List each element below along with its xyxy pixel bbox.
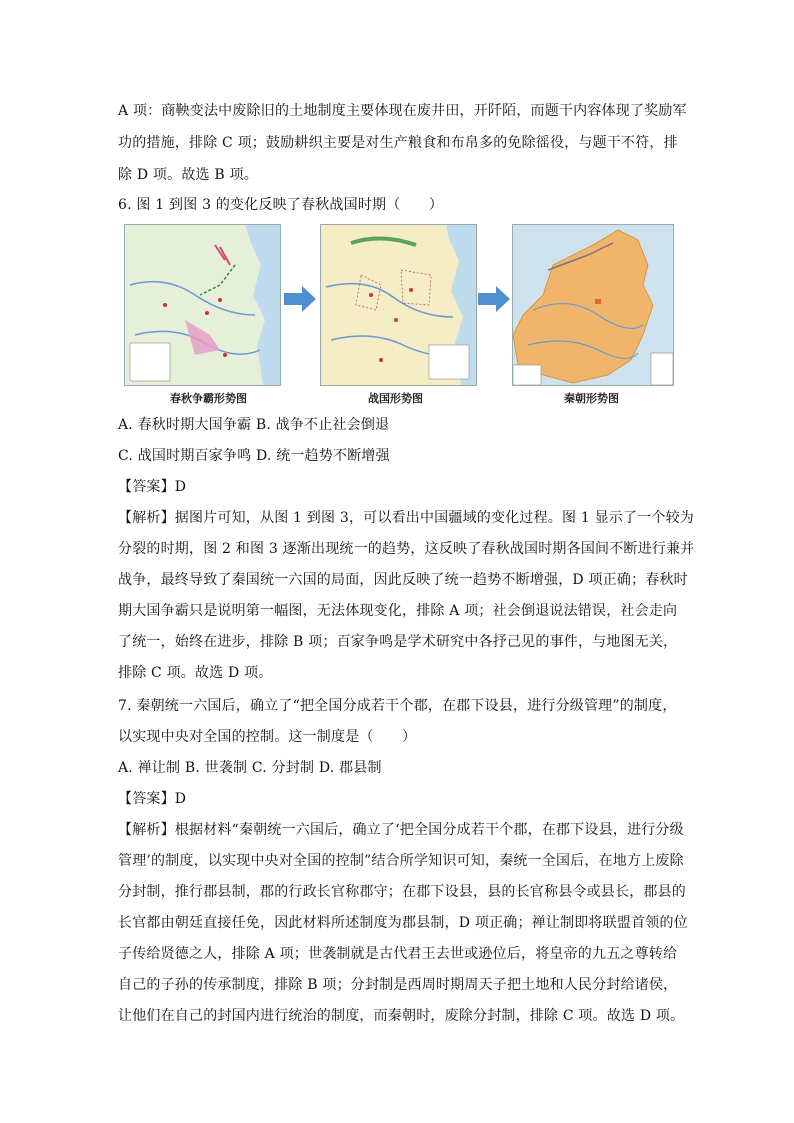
q6-analysis-line-2: 分裂的时期，图 2 和图 3 逐渐出现统一的趋势，这反映了春秋战国时期各国间不断进行兼并 xyxy=(118,541,695,557)
right-arrow-icon xyxy=(478,286,510,312)
q6-analysis-line-1: 【解析】据图片可知，从图 1 到图 3，可以看出中国疆域的变化过程。图 1 显示了一个较为 xyxy=(118,510,694,526)
map-figure-group xyxy=(124,224,674,409)
q7-answer: 【答案】D xyxy=(118,791,187,807)
q7-analysis-line-3: 分封制，推行郡县制，郡的行政长官称郡守；在郡下设县，县的长官称县令或县长，郡县的 xyxy=(118,884,686,900)
q7-analysis-line-1: 【解析】根据材料“秦朝统一六国后，确立了‘把全国分成若干个郡，在郡下设县，进行分级 xyxy=(118,822,684,838)
q6-analysis-line-3: 战争，最终导致了秦国统一六国的局面，因此反映了统一趋势不断增强，D 项正确；春秋时 xyxy=(118,572,688,588)
intro-line-3: 除 D 项。故选 B 项。 xyxy=(118,167,258,183)
q6-options-2: C. 战国时期百家争鸣 D. 统一趋势不断增强 xyxy=(118,448,390,464)
spring-autumn-map xyxy=(124,224,281,386)
map-caption-spring-autumn: 春秋争霸形势图 xyxy=(170,392,247,405)
q6-analysis-line-4: 期大国争霸只是说明第一幅图，无法体现变化，排除 A 项；社会倒退说法错误，社会走向 xyxy=(118,603,678,619)
q6-analysis-line-6: 排除 C 项。故选 D 项。 xyxy=(118,665,273,681)
q7-analysis-line-2: 管理’的制度，以实现中央对全国的控制”结合所学知识可知，秦统一全国后，在地方上废除 xyxy=(118,853,684,869)
q7-options: A. 禅让制 B. 世袭制 C. 分封制 D. 郡县制 xyxy=(118,760,382,776)
warring-states-map xyxy=(320,224,477,386)
q6-analysis-line-5: 了统一，始终在进步，排除 B 项；百家争鸣是学术研究中各抒己见的事件，与地图无关， xyxy=(118,634,678,650)
right-arrow-icon xyxy=(284,286,316,312)
q7-analysis-line-5: 子传给贤德之人，排除 A 项；世袭制就是古代君王去世或逊位后，将皇帝的九五之尊转给 xyxy=(118,946,678,962)
map-caption-qin: 秦朝形势图 xyxy=(564,392,619,405)
q7-analysis-line-7: 让他们在自己的封国内进行统治的制度，而秦朝时，废除分封制，排除 C 项。故选 D 项。 xyxy=(118,1008,685,1024)
q6-answer: 【答案】D xyxy=(118,479,187,495)
q7-analysis-line-6: 自己的子孙的传承制度，排除 B 项；分封制是西周时期周天子把土地和人民分封给诸侯， xyxy=(118,977,678,993)
intro-line-2: 功的措施，排除 C 项；鼓励耕织主要是对生产粮食和布帛多的免除徭役，与题干不符，排 xyxy=(118,135,678,151)
q7-stem-line-1: 7. 秦朝统一六国后，确立了“把全国分成若干个郡，在郡下设县，进行分级管理”的制度， xyxy=(118,698,677,714)
q7-stem-line-2: 以实现中央对全国的控制。这一制度是（ ） xyxy=(118,729,417,745)
map-caption-warring-states: 战国形势图 xyxy=(368,392,423,405)
q6-options-1: A. 春秋时期大国争霸 B. 战争不止社会倒退 xyxy=(118,417,390,433)
q7-analysis-line-4: 长官都由朝廷直接任免，因此材料所述制度为郡县制，D 项正确；禅让制即将联盟首领的位 xyxy=(118,915,688,931)
intro-line-1: A 项：商鞅变法中废除旧的土地制度主要体现在废井田，开阡陌，而题干内容体现了奖励军 xyxy=(118,103,687,119)
qin-dynasty-map xyxy=(512,224,674,386)
q6-stem: 6. 图 1 到图 3 的变化反映了春秋战国时期（ ） xyxy=(118,197,444,213)
